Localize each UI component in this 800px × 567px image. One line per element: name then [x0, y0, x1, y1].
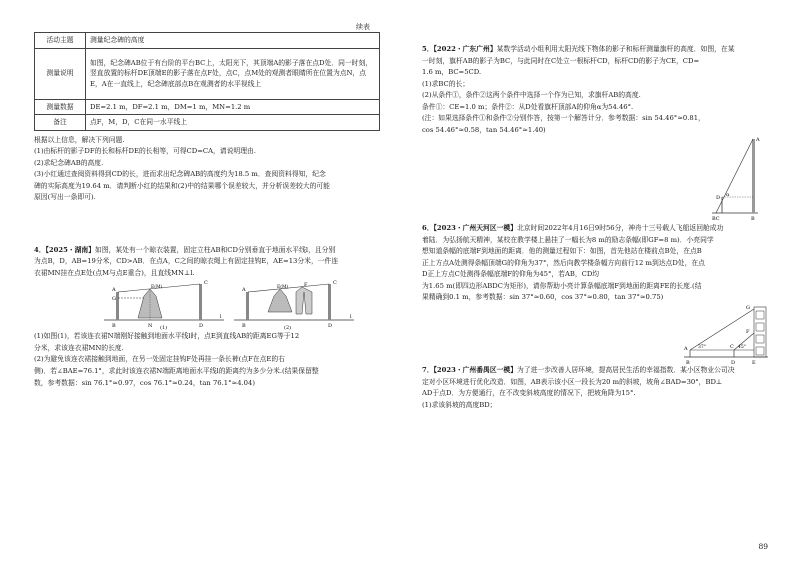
question-1: (1)由标杆的影子DF的长和标杆DE的长相等，可得CD=CA，请说明理由. — [34, 147, 256, 156]
problem-6-line-7: 果精确到0.1 m，参考数据：sin 37°≈0.60，cos 37°≈0.80，tan 37°≈0.75) — [422, 293, 664, 302]
label-BC-point: BC — [712, 216, 720, 223]
label-D-2: D — [328, 323, 333, 330]
problem-7-sub-1: (1)求该斜坡的高度BD； — [422, 400, 497, 409]
table-key: 测量说明 — [35, 48, 86, 99]
label-A: A — [684, 345, 688, 352]
problem-6-line-3: 想知道条幅的底端F到地面的距离．他的测量过程如下：如图，首先他站在楼前点B处，在点B — [422, 247, 702, 256]
figure-2 — [234, 280, 354, 330]
label-C: C — [730, 343, 734, 350]
label-F: F — [304, 282, 308, 289]
problem-4-sub-1-a: (1)如图(1)，若该连衣裙N端刚好接触到地面水平线l时，点E到直线AB的距离EG等于12 — [34, 332, 300, 341]
problem-6-line-6: 为1.65 m(即四边形ABDC为矩形)，请你帮助小亮计算条幅底端F到地面的距离FE的长度.(结 — [422, 281, 702, 290]
banner-figure — [422, 303, 770, 365]
label-B-2: B — [242, 323, 246, 330]
problem-4-sub-2-a: (2)为避免该连衣裙接触到地面，在另一处固定挂钩F处再挂一条长裤(点F在点E的右 — [34, 355, 285, 364]
problem-5-note-1: (注：如果选择条件①和条件②分别作答，按第一个解答计分．参考数据：sin 54.46°≈0.81， — [422, 114, 705, 123]
table-value: 点F，M，D，C在同一水平线上 — [86, 115, 380, 131]
problem-7-line-1 — [422, 365, 770, 376]
left-column — [34, 20, 380, 388]
label-alpha: α — [726, 192, 730, 199]
question-3-line-3: 原因(写出一条即可). — [34, 193, 96, 202]
table-value: 测量纪念碑的高度 — [86, 33, 380, 49]
activity-table — [34, 32, 380, 131]
figure-1 — [104, 280, 224, 330]
table-key: 测量数据 — [35, 99, 86, 115]
problem-5-sub-1: (1)求BC的长； — [422, 79, 470, 88]
problem-4-sub-2-b: 侧)．若∠BAE=76.1°，求此时该连衣裙N端距离地面水平线l的距离约为多少分米.(结果保留整 — [34, 366, 319, 375]
question-3-line-2: 碑的实际高度为19.64 m．请判断小红的结果和(2)中的结果哪个误差较大，并分析误差较大的可能 — [34, 181, 330, 190]
right-column — [422, 44, 770, 410]
label-l-2: l — [350, 314, 352, 321]
label-B: B — [751, 216, 755, 223]
problem-5-sub-2: (2)从条件①，条件②这两个条件中选择一个作为已知，求旗杆AB的高度. — [422, 91, 641, 100]
problem-5-text: 某数学活动小组利用太阳光线下物体的影子和标杆测量旗杆的高度．如图，在某 — [496, 45, 735, 53]
label-D: D — [716, 195, 721, 202]
label-l: l — [220, 314, 222, 321]
label-E: E — [752, 359, 756, 365]
label-C-2: C — [333, 280, 337, 287]
label-37deg: 37° — [698, 344, 706, 350]
problem-5-figure — [422, 135, 770, 223]
continued-label: 续表 — [356, 23, 370, 31]
label-45deg: 45° — [738, 344, 746, 350]
table-key: 活动主题 — [35, 33, 86, 49]
problem-4-line-2: 为点B，D，AB=19分米，CD>AB．在点A，C之间的晾衣绳上有固定挂钩E，AE=13分米，一件连 — [34, 257, 339, 266]
problem-7-line-3: AD于点D．为方便通行，在不改变斜坡高度的情况下，把坡角降为15°. — [422, 389, 636, 398]
problem-6-head: 6．【2023・广州天河区一模】 — [422, 224, 518, 233]
flagpole-figure — [422, 135, 770, 223]
label-A: A — [756, 137, 760, 144]
problem-5-head: 5．【2022・广东广州】 — [422, 45, 497, 53]
label-EM: E(M) — [151, 285, 163, 291]
label-G: G — [112, 296, 116, 303]
label-D: D — [199, 323, 204, 330]
problem-6-line-4: 正上方点A处测得条幅顶端G的仰角为37°，然后向教学楼条幅方向前行12 m到达点D处，在点 — [422, 258, 705, 267]
table-value: DE=2.1 m，DF=2.1 m，DM=1 m，MN=1.2 m — [86, 99, 380, 115]
problem-5-line-1 — [422, 44, 770, 55]
question-2: (2)求纪念碑AB的高度. — [34, 158, 104, 167]
label-N: N — [148, 323, 153, 330]
problem-4-sub-1-b: 分米，求该连衣裙MN的长度. — [34, 343, 124, 352]
label-A-2: A — [242, 287, 246, 294]
table-row — [35, 115, 380, 131]
label-B: B — [112, 323, 116, 330]
clothesline-figure — [34, 278, 380, 330]
table-row — [35, 33, 380, 49]
label-F: F — [746, 328, 750, 335]
question-3-line-1: (3)小红通过查阅资料得到CD的长，进而求出纪念碑AB的高度约为18.5 m．查阅资料得知，纪念 — [34, 170, 326, 179]
figure-1-caption: (1) — [160, 325, 168, 331]
problem-7-head: 7．【2023・广州番禺区一模】 — [422, 365, 518, 374]
label-A: A — [112, 287, 116, 294]
problem-4-line-3: 衣裙MN挂在点E处(点M与点E重合)，且直线MN⊥l. — [34, 268, 195, 277]
problem-5-line-3: 1.6 m，BC=5CD. — [422, 68, 482, 77]
label-EM-2: E(M) — [277, 285, 289, 291]
table-row — [35, 48, 380, 99]
problem-4-figures — [34, 278, 380, 330]
problem-6-text: 北京时间2022年4月16日9时56分，神舟十三号载人飞船返回舱成功 — [517, 224, 724, 233]
problem-6-line-5: D正上方点C处测得条幅底端F的仰角为45°，若AB，CD均 — [422, 270, 600, 279]
label-G: G — [746, 304, 750, 311]
problem-4-head: 4．【2025・湖南】 — [34, 245, 96, 254]
intro-text: 根据以上信息，解决下列问题. — [34, 135, 125, 144]
problem-7-text: 为了进一步改善人居环境，提高居民生活的幸福指数．某小区物业公司决 — [517, 365, 735, 374]
problem-4-text: 如图，某处有一个晾衣装置，固定立柱AB和CD分别垂直于地面水平线l，且分别 — [95, 245, 336, 254]
problem-7-line-2: 定对小区环境进行优化改造．如图，AB表示该小区一段长为20 m的斜坡，坡角∠BAD=30°，BD⊥ — [422, 377, 723, 386]
problem-5-note-2: cos 54.46°≈0.58，tan 54.46°≈1.40) — [422, 125, 546, 134]
label-D: D — [731, 359, 736, 365]
figure-2-caption: (2) — [284, 325, 292, 331]
problem-6-line-1 — [422, 223, 770, 234]
problem-5-line-2: 一时刻，旗杆AB的影子为BC，与此同时在C处立一根标杆CD，标杆CD的影子为CE，CD= — [422, 56, 700, 65]
label-B: B — [686, 359, 690, 365]
problem-6-line-2: 着陆．为弘扬航天精神，某校在教学楼上悬挂了一幅长为8 m的励志条幅(即GF=8 m)．小亮同学 — [422, 235, 714, 244]
label-C: C — [204, 280, 208, 287]
table-key: 备注 — [35, 115, 86, 131]
problem-6-figure — [422, 303, 770, 365]
problem-4-sub-2-c: 数，参考数据：sin 76.1°≈0.97，cos 76.1°≈0.24，tan 76.1°≈4.04) — [34, 378, 255, 387]
table-row — [35, 99, 380, 115]
table-value: 如图，纪念碑AB位于有台阶的平台BC上，太阳光下，其顶端A的影子落在点D处．同一时刻，竖直放置的标杆DE顶端E的影子落在点F处，点C，点M处的观测者眼睛所在位置为点N，点E，A在一直线上，纪念碑底部点B在观测者的水平视线上 — [86, 48, 380, 99]
problem-5-conditions: 条件①：CE=1.0 m；条件②：从D处看旗杆顶部A的仰角α为54.46°. — [422, 102, 634, 111]
problem-4-line-1 — [34, 245, 380, 256]
page-number: 89 — [758, 542, 768, 552]
